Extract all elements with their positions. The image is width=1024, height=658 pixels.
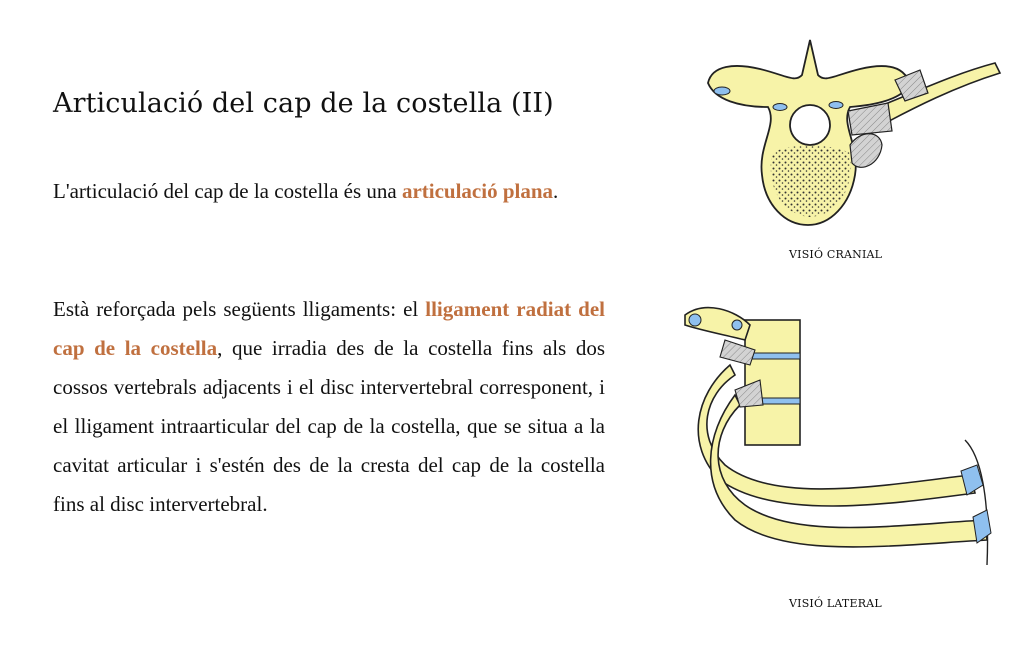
ligament-2	[850, 134, 882, 168]
cartilage-2	[773, 104, 787, 111]
caption-lateral: VISIÓ LATERAL	[789, 597, 882, 610]
ligament-1	[848, 103, 892, 135]
cartilage-3	[829, 102, 843, 109]
ligaments-text-rest: , que irradia des de la costella fins als dos cossos vertebrals adjacents i el disc intervertebral corresponent, i el lligament intraarticular del cap de la costella, que se situa a la cavitat articular i s'estén des de la cresta del cap de la costella fins al disc intervertebral.	[53, 336, 606, 516]
term-articulacio-plana[interactable]: articulació plana	[401, 179, 554, 203]
ligaments-paragraph	[53, 290, 605, 524]
caption-cranial: VISIÓ CRANIAL	[789, 248, 883, 261]
vertebral-foramen	[790, 105, 830, 145]
radiate-ligament-2	[735, 380, 763, 407]
intro-paragraph	[53, 172, 605, 211]
intro-text: L'articulació del cap de la costella és una	[53, 179, 402, 203]
lateral-view-illustration	[665, 295, 1015, 585]
sternum-edge	[965, 440, 988, 565]
intro-text-end: .	[553, 179, 559, 203]
term-lligament-radiat[interactable]: lligament radiat del cap de la costella	[53, 297, 605, 360]
page-title: Articulació del cap de la costella (II)	[53, 88, 554, 119]
cartilage-1	[714, 87, 730, 95]
ligaments-text: Està reforçada pels següents lligaments: el	[53, 297, 426, 321]
process-cartilage-2	[732, 320, 742, 330]
rib-upper	[698, 365, 975, 506]
process-cartilage-1	[689, 314, 701, 326]
cranial-view-illustration	[700, 35, 1010, 240]
